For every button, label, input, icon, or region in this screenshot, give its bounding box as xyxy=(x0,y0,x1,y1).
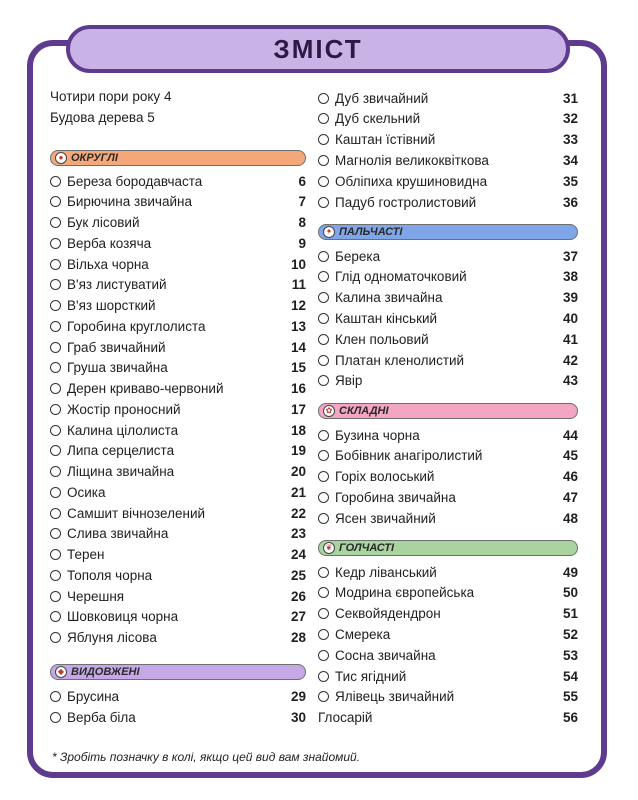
item-name: Тис ягідний xyxy=(335,668,407,684)
toc-item xyxy=(50,607,306,627)
item-name: Бук лісовий xyxy=(67,215,140,230)
item-page: 53 xyxy=(562,647,578,663)
toc-item xyxy=(50,192,306,212)
title-banner xyxy=(66,25,570,73)
toc-item xyxy=(50,358,306,378)
item-name: Явір xyxy=(335,373,363,389)
checkbox-circle[interactable] xyxy=(50,611,61,622)
toc-item xyxy=(50,379,306,399)
item-page: 7 xyxy=(298,194,306,210)
item-page: 10 xyxy=(290,256,306,272)
item-name: Глосарій xyxy=(318,709,373,725)
toc-item xyxy=(318,446,578,466)
checkbox-circle[interactable] xyxy=(318,271,329,282)
item-page: 15 xyxy=(290,360,306,376)
checkbox-circle[interactable] xyxy=(318,471,329,482)
item-name: Сосна звичайна xyxy=(335,647,436,663)
checkbox-circle[interactable] xyxy=(50,632,61,643)
toc-item xyxy=(318,130,578,150)
item-page: 23 xyxy=(290,526,306,542)
item-name: Секвойядендрон xyxy=(335,606,441,622)
item-name: Калина звичайна xyxy=(335,290,443,306)
item-name: Глід одноматочковий xyxy=(335,269,467,285)
checkbox-circle[interactable] xyxy=(318,113,329,124)
checkbox-circle[interactable] xyxy=(318,629,329,640)
toc-item xyxy=(50,462,306,482)
checkbox-circle[interactable] xyxy=(318,608,329,619)
item-name: Бузина чорна xyxy=(335,427,420,443)
toc-item xyxy=(50,171,306,191)
toc-item xyxy=(318,583,578,603)
item-page: 24 xyxy=(290,547,306,562)
toc-item xyxy=(318,707,578,727)
item-name: Горобина звичайна xyxy=(335,489,456,505)
toc-item xyxy=(50,399,306,419)
checkbox-circle[interactable] xyxy=(318,492,329,503)
intro-line: Чотири пори року 4 xyxy=(50,89,172,104)
toc-item xyxy=(318,562,578,582)
drop-icon: ● xyxy=(55,152,67,164)
item-name: Ясен звичайний xyxy=(335,510,436,526)
item-page: 17 xyxy=(290,401,306,417)
toc-item xyxy=(318,88,578,108)
toc-item xyxy=(318,467,578,487)
checkbox-circle[interactable] xyxy=(318,430,329,441)
category-label: ГОЛЧАСТІ xyxy=(339,542,395,554)
item-page: 46 xyxy=(562,469,578,485)
item-name: В'яз листуватий xyxy=(67,277,167,293)
item-name: Каштан кінський xyxy=(335,310,438,326)
toc-item xyxy=(50,316,306,336)
checkbox-circle[interactable] xyxy=(50,342,61,353)
checkbox-circle[interactable] xyxy=(50,508,61,519)
toc-item xyxy=(318,666,578,686)
item-name: Граб звичайний xyxy=(67,339,166,355)
item-name: Модрина європейська xyxy=(335,585,475,601)
item-name: Дерен криваво-червоний xyxy=(67,381,224,396)
leaf-icon: ◆ xyxy=(55,666,67,678)
item-page: 25 xyxy=(290,567,306,583)
checkbox-circle[interactable] xyxy=(318,691,329,702)
item-page: 54 xyxy=(562,668,578,684)
checkbox-circle[interactable] xyxy=(50,362,61,373)
item-page: 30 xyxy=(290,709,306,725)
item-page: 47 xyxy=(562,489,578,505)
item-name: Береза бородавчаста xyxy=(67,173,203,189)
item-name: Обліпиха крушиновидна xyxy=(335,173,488,189)
toc-item xyxy=(50,686,306,706)
checkbox-circle[interactable] xyxy=(50,279,61,290)
checkbox-circle[interactable] xyxy=(318,155,329,166)
toc-item xyxy=(318,350,578,370)
item-name: Кедр ліванський xyxy=(335,564,437,580)
item-page: 56 xyxy=(562,709,578,725)
item-page: 48 xyxy=(562,510,578,526)
checkbox-circle[interactable] xyxy=(50,691,61,702)
item-name: Бирючина звичайна xyxy=(67,194,192,210)
checkbox-circle[interactable] xyxy=(50,217,61,228)
checkbox-circle[interactable] xyxy=(318,567,329,578)
item-name: Шовковиця чорна xyxy=(67,609,179,625)
item-name: Горіх волоський xyxy=(335,469,435,485)
category-label: ВИДОВЖЕНІ xyxy=(71,666,140,678)
toc-item xyxy=(318,267,578,287)
checkbox-circle[interactable] xyxy=(318,650,329,661)
item-page: 41 xyxy=(562,331,578,347)
toc-item xyxy=(50,441,306,461)
item-name: Терен xyxy=(67,547,105,562)
toc-item xyxy=(50,565,306,585)
toc-item xyxy=(318,687,578,707)
checkbox-circle[interactable] xyxy=(318,587,329,598)
item-page: 26 xyxy=(290,588,306,604)
item-page: 27 xyxy=(290,609,306,625)
checkbox-circle[interactable] xyxy=(318,93,329,104)
item-name: Груша звичайна xyxy=(67,360,168,376)
toc-item xyxy=(318,150,578,170)
item-name: Черешня xyxy=(67,588,125,604)
toc-item xyxy=(318,624,578,644)
item-name: Осика xyxy=(67,484,106,500)
item-page: 8 xyxy=(298,215,306,230)
checkbox-circle[interactable] xyxy=(318,197,329,208)
checkbox-circle[interactable] xyxy=(50,404,61,415)
item-page: 21 xyxy=(290,484,306,500)
checkbox-circle[interactable] xyxy=(318,134,329,145)
item-name: Ліщина звичайна xyxy=(67,464,175,479)
checkbox-circle[interactable] xyxy=(318,313,329,324)
checkbox-circle[interactable] xyxy=(50,570,61,581)
checkbox-circle[interactable] xyxy=(50,383,61,394)
item-page: 49 xyxy=(562,564,578,580)
item-name: Липа серцелиста xyxy=(67,443,175,459)
toc-item xyxy=(318,371,578,391)
category-bar-palmate xyxy=(318,224,578,240)
item-page: 33 xyxy=(562,132,578,148)
category-bar-needle xyxy=(318,540,578,556)
toc-item xyxy=(50,503,306,523)
toc-item xyxy=(50,545,306,565)
checkbox-circle[interactable] xyxy=(318,251,329,262)
item-page: 14 xyxy=(290,339,306,355)
toc-item xyxy=(50,337,306,357)
checkbox-circle[interactable] xyxy=(50,196,61,207)
item-name: Тополя чорна xyxy=(67,567,153,583)
toc-item xyxy=(318,109,578,129)
item-page: 39 xyxy=(562,290,578,306)
item-name: Калина цілолиста xyxy=(67,422,179,438)
toc-item xyxy=(50,254,306,274)
item-page: 32 xyxy=(562,111,578,127)
footnote: * Зробіть позначку в колі, якщо цей вид вам знайомий. xyxy=(52,750,361,764)
category-bar-elongated xyxy=(50,664,306,680)
toc-item xyxy=(318,604,578,624)
checkbox-circle[interactable] xyxy=(318,334,329,345)
checkbox-circle[interactable] xyxy=(50,259,61,270)
item-name: Верба козяча xyxy=(67,235,152,251)
item-page: 55 xyxy=(562,689,578,705)
category-label: СКЛАДНІ xyxy=(339,405,389,417)
checkbox-circle[interactable] xyxy=(50,549,61,560)
toc-item xyxy=(50,296,306,316)
item-page: 34 xyxy=(562,152,578,168)
checkbox-circle[interactable] xyxy=(50,487,61,498)
toc-item xyxy=(318,246,578,266)
toc-item xyxy=(318,425,578,445)
item-page: 29 xyxy=(290,688,306,704)
toc-item xyxy=(318,487,578,507)
toc-item xyxy=(318,192,578,212)
item-page: 37 xyxy=(562,248,578,264)
item-name: Магнолія великоквіткова xyxy=(335,152,489,168)
item-name: Слива звичайна xyxy=(67,526,169,542)
checkbox-circle[interactable] xyxy=(318,292,329,303)
checkbox-circle[interactable] xyxy=(50,591,61,602)
item-page: 51 xyxy=(562,606,578,622)
item-page: 44 xyxy=(562,427,578,443)
item-name: Каштан їстівний xyxy=(335,132,436,148)
checkbox-circle[interactable] xyxy=(50,528,61,539)
item-page: 12 xyxy=(290,298,306,313)
category-bar-round xyxy=(50,150,306,166)
toc-item xyxy=(50,524,306,544)
item-page: 20 xyxy=(290,464,306,479)
category-bar-compound xyxy=(318,403,578,419)
toc-item xyxy=(50,275,306,295)
intro-line: Будова дерева 5 xyxy=(50,110,155,125)
toc-item xyxy=(50,233,306,253)
checkbox-circle[interactable] xyxy=(318,671,329,682)
item-name: Самшит вічнозелений xyxy=(67,505,206,521)
item-page: 16 xyxy=(290,381,306,396)
checkbox-circle[interactable] xyxy=(50,425,61,436)
item-name: Бобівник анагіролистий xyxy=(335,448,483,464)
item-page: 35 xyxy=(562,173,578,189)
item-name: Берека xyxy=(335,248,381,264)
item-page: 22 xyxy=(290,505,306,521)
item-page: 19 xyxy=(290,443,306,459)
item-page: 11 xyxy=(291,277,306,293)
category-label: ОКРУГЛІ xyxy=(71,152,118,164)
item-name: Платан кленолистий xyxy=(335,352,465,368)
item-page: 40 xyxy=(562,310,578,326)
checkbox-circle[interactable] xyxy=(50,712,61,723)
toc-item xyxy=(318,308,578,328)
item-page: 45 xyxy=(562,448,578,464)
item-page: 9 xyxy=(298,235,306,251)
item-page: 18 xyxy=(290,422,306,438)
checkbox-circle[interactable] xyxy=(318,176,329,187)
item-page: 31 xyxy=(562,90,578,106)
item-page: 50 xyxy=(562,585,578,601)
toc-item xyxy=(50,586,306,606)
item-name: Яблуня лісова xyxy=(67,630,157,645)
item-name: Горобина круглолиста xyxy=(67,318,206,334)
item-page: 36 xyxy=(562,194,578,210)
needle-icon: ❦ xyxy=(323,542,335,554)
item-name: Ялівець звичайний xyxy=(335,689,455,705)
checkbox-circle[interactable] xyxy=(50,176,61,187)
item-name: В'яз шорсткий xyxy=(67,298,156,313)
page-title: ЗМІСТ xyxy=(273,33,363,64)
item-name: Брусина xyxy=(67,688,120,704)
checkbox-circle[interactable] xyxy=(318,513,329,524)
toc-item xyxy=(50,482,306,502)
checkbox-circle[interactable] xyxy=(50,466,61,477)
item-name: Вільха чорна xyxy=(67,256,149,272)
toc-item xyxy=(50,628,306,648)
toc-item xyxy=(50,213,306,233)
toc-item xyxy=(318,508,578,528)
checkbox-circle[interactable] xyxy=(318,355,329,366)
toc-item xyxy=(50,707,306,727)
item-page: 38 xyxy=(562,269,578,285)
item-page: 52 xyxy=(562,626,578,642)
category-label: ПАЛЬЧАСТІ xyxy=(339,226,403,238)
checkbox-circle[interactable] xyxy=(50,238,61,249)
checkbox-circle[interactable] xyxy=(50,300,61,311)
checkbox-circle[interactable] xyxy=(50,321,61,332)
palm-leaf-icon: ✦ xyxy=(323,226,335,238)
item-name: Клен польовий xyxy=(335,331,429,347)
toc-item xyxy=(318,171,578,191)
item-page: 6 xyxy=(298,173,306,189)
toc-item xyxy=(50,420,306,440)
compound-leaf-icon: ✿ xyxy=(323,405,335,417)
item-page: 43 xyxy=(562,373,578,389)
toc-item xyxy=(318,645,578,665)
item-name: Жостір проносний xyxy=(67,401,181,417)
item-name: Падуб гостролистовий xyxy=(335,194,477,210)
toc-item xyxy=(318,329,578,349)
item-name: Смерека xyxy=(335,626,391,642)
item-name: Верба біла xyxy=(67,709,136,725)
checkbox-circle[interactable] xyxy=(50,445,61,456)
checkbox-circle[interactable] xyxy=(318,450,329,461)
item-name: Дуб скельний xyxy=(335,111,421,127)
item-page: 42 xyxy=(562,352,578,368)
toc-item xyxy=(318,288,578,308)
checkbox-circle[interactable] xyxy=(318,375,329,386)
item-page: 13 xyxy=(290,318,306,334)
item-page: 28 xyxy=(290,630,306,645)
item-name: Дуб звичайний xyxy=(335,90,429,106)
